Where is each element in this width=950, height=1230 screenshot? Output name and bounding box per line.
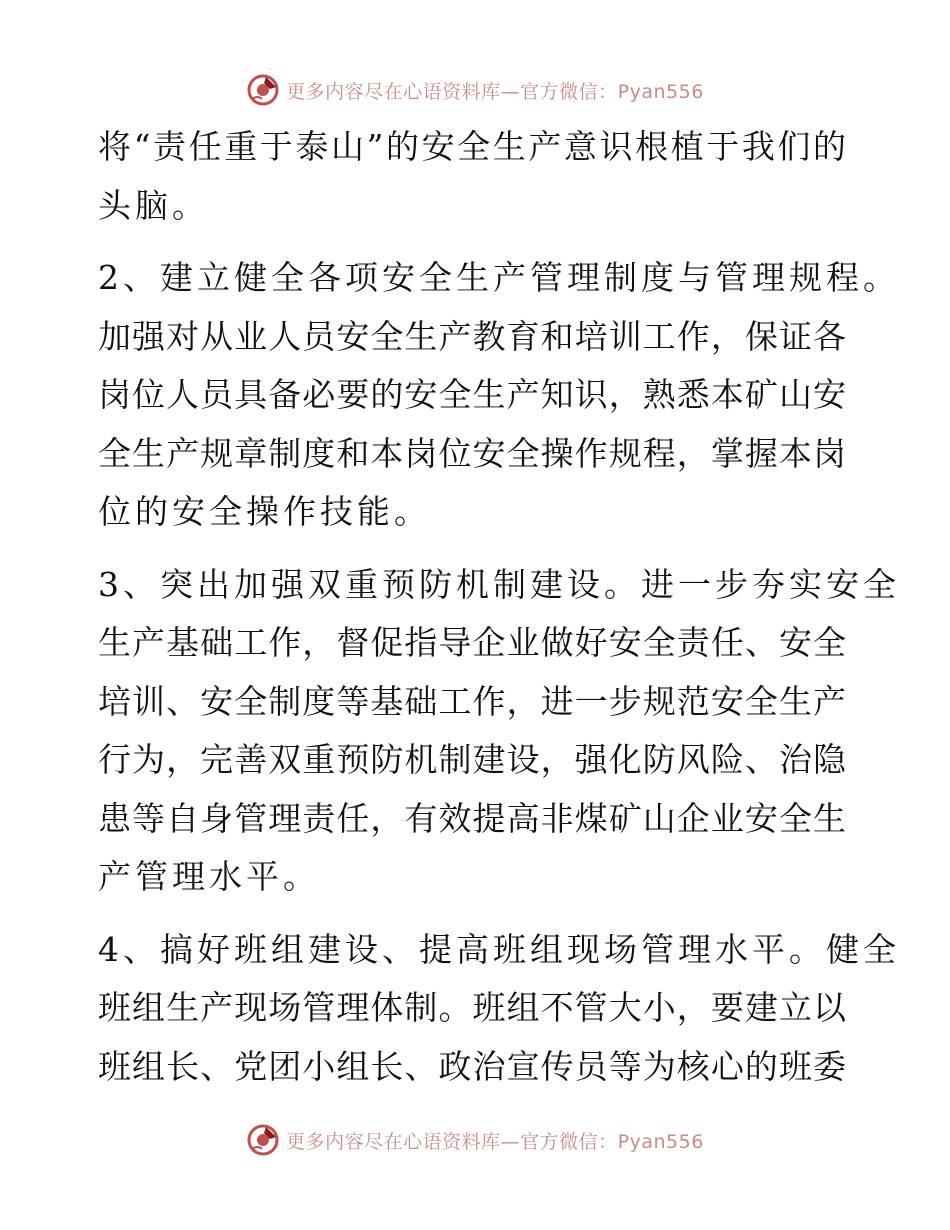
text-line: 培训、安全制度等基础工作，进一步规范安全生产 [98,681,846,721]
paragraph [98,118,858,235]
text-line: 岗位人员具备必要的安全生产知识，熟悉本矿山安 [98,375,846,414]
footer-watermark [0,1120,950,1160]
text-line: 生产基础工作，督促指导企业做好安全责任、安全 [98,623,846,662]
header-watermark [0,70,950,110]
text-line: 3、突出加强双重预防机制建设。进一步夯实安全 [98,564,900,604]
text-line: 全生产规章制度和本岗位安全操作规程，掌握本岗 [98,433,846,473]
text-line: 2、建立健全各项安全生产管理制度与管理规程。 [98,258,900,297]
paragraph [98,556,900,907]
paragraph [98,921,900,1097]
text-line: 产管理水平。 [98,857,320,896]
watermark-text: 更多内容尽在心语资料库—官方微信：Pyan556 [286,80,704,103]
brush-logo-icon [246,73,280,107]
brush-logo-icon [246,1123,280,1157]
text-line: 行为，完善双重预防机制建设，强化防风险、治隐 [98,740,846,779]
watermark-text: 更多内容尽在心语资料库—官方微信：Pyan556 [286,1130,704,1153]
text-line: 将“责任重于泰山”的安全生产意识根植于我们的 [98,127,846,166]
text-line: 加强对从业人员安全生产教育和培训工作，保证各 [98,316,846,356]
text-line: 头脑。 [98,185,209,225]
text-line: 位的安全操作技能。 [98,492,431,531]
text-line: 4、搞好班组建设、提高班组现场管理水平。健全 [98,929,900,969]
paragraph [98,249,900,542]
text-line: 班组长、党团小组长、政治宣传员等为核心的班委 [98,1046,846,1086]
document-body [98,118,900,1110]
text-line: 班组生产现场管理体制。班组不管大小，要建立以 [98,988,846,1027]
text-line: 患等自身管理责任，有效提高非煤矿山企业安全生 [98,798,846,838]
